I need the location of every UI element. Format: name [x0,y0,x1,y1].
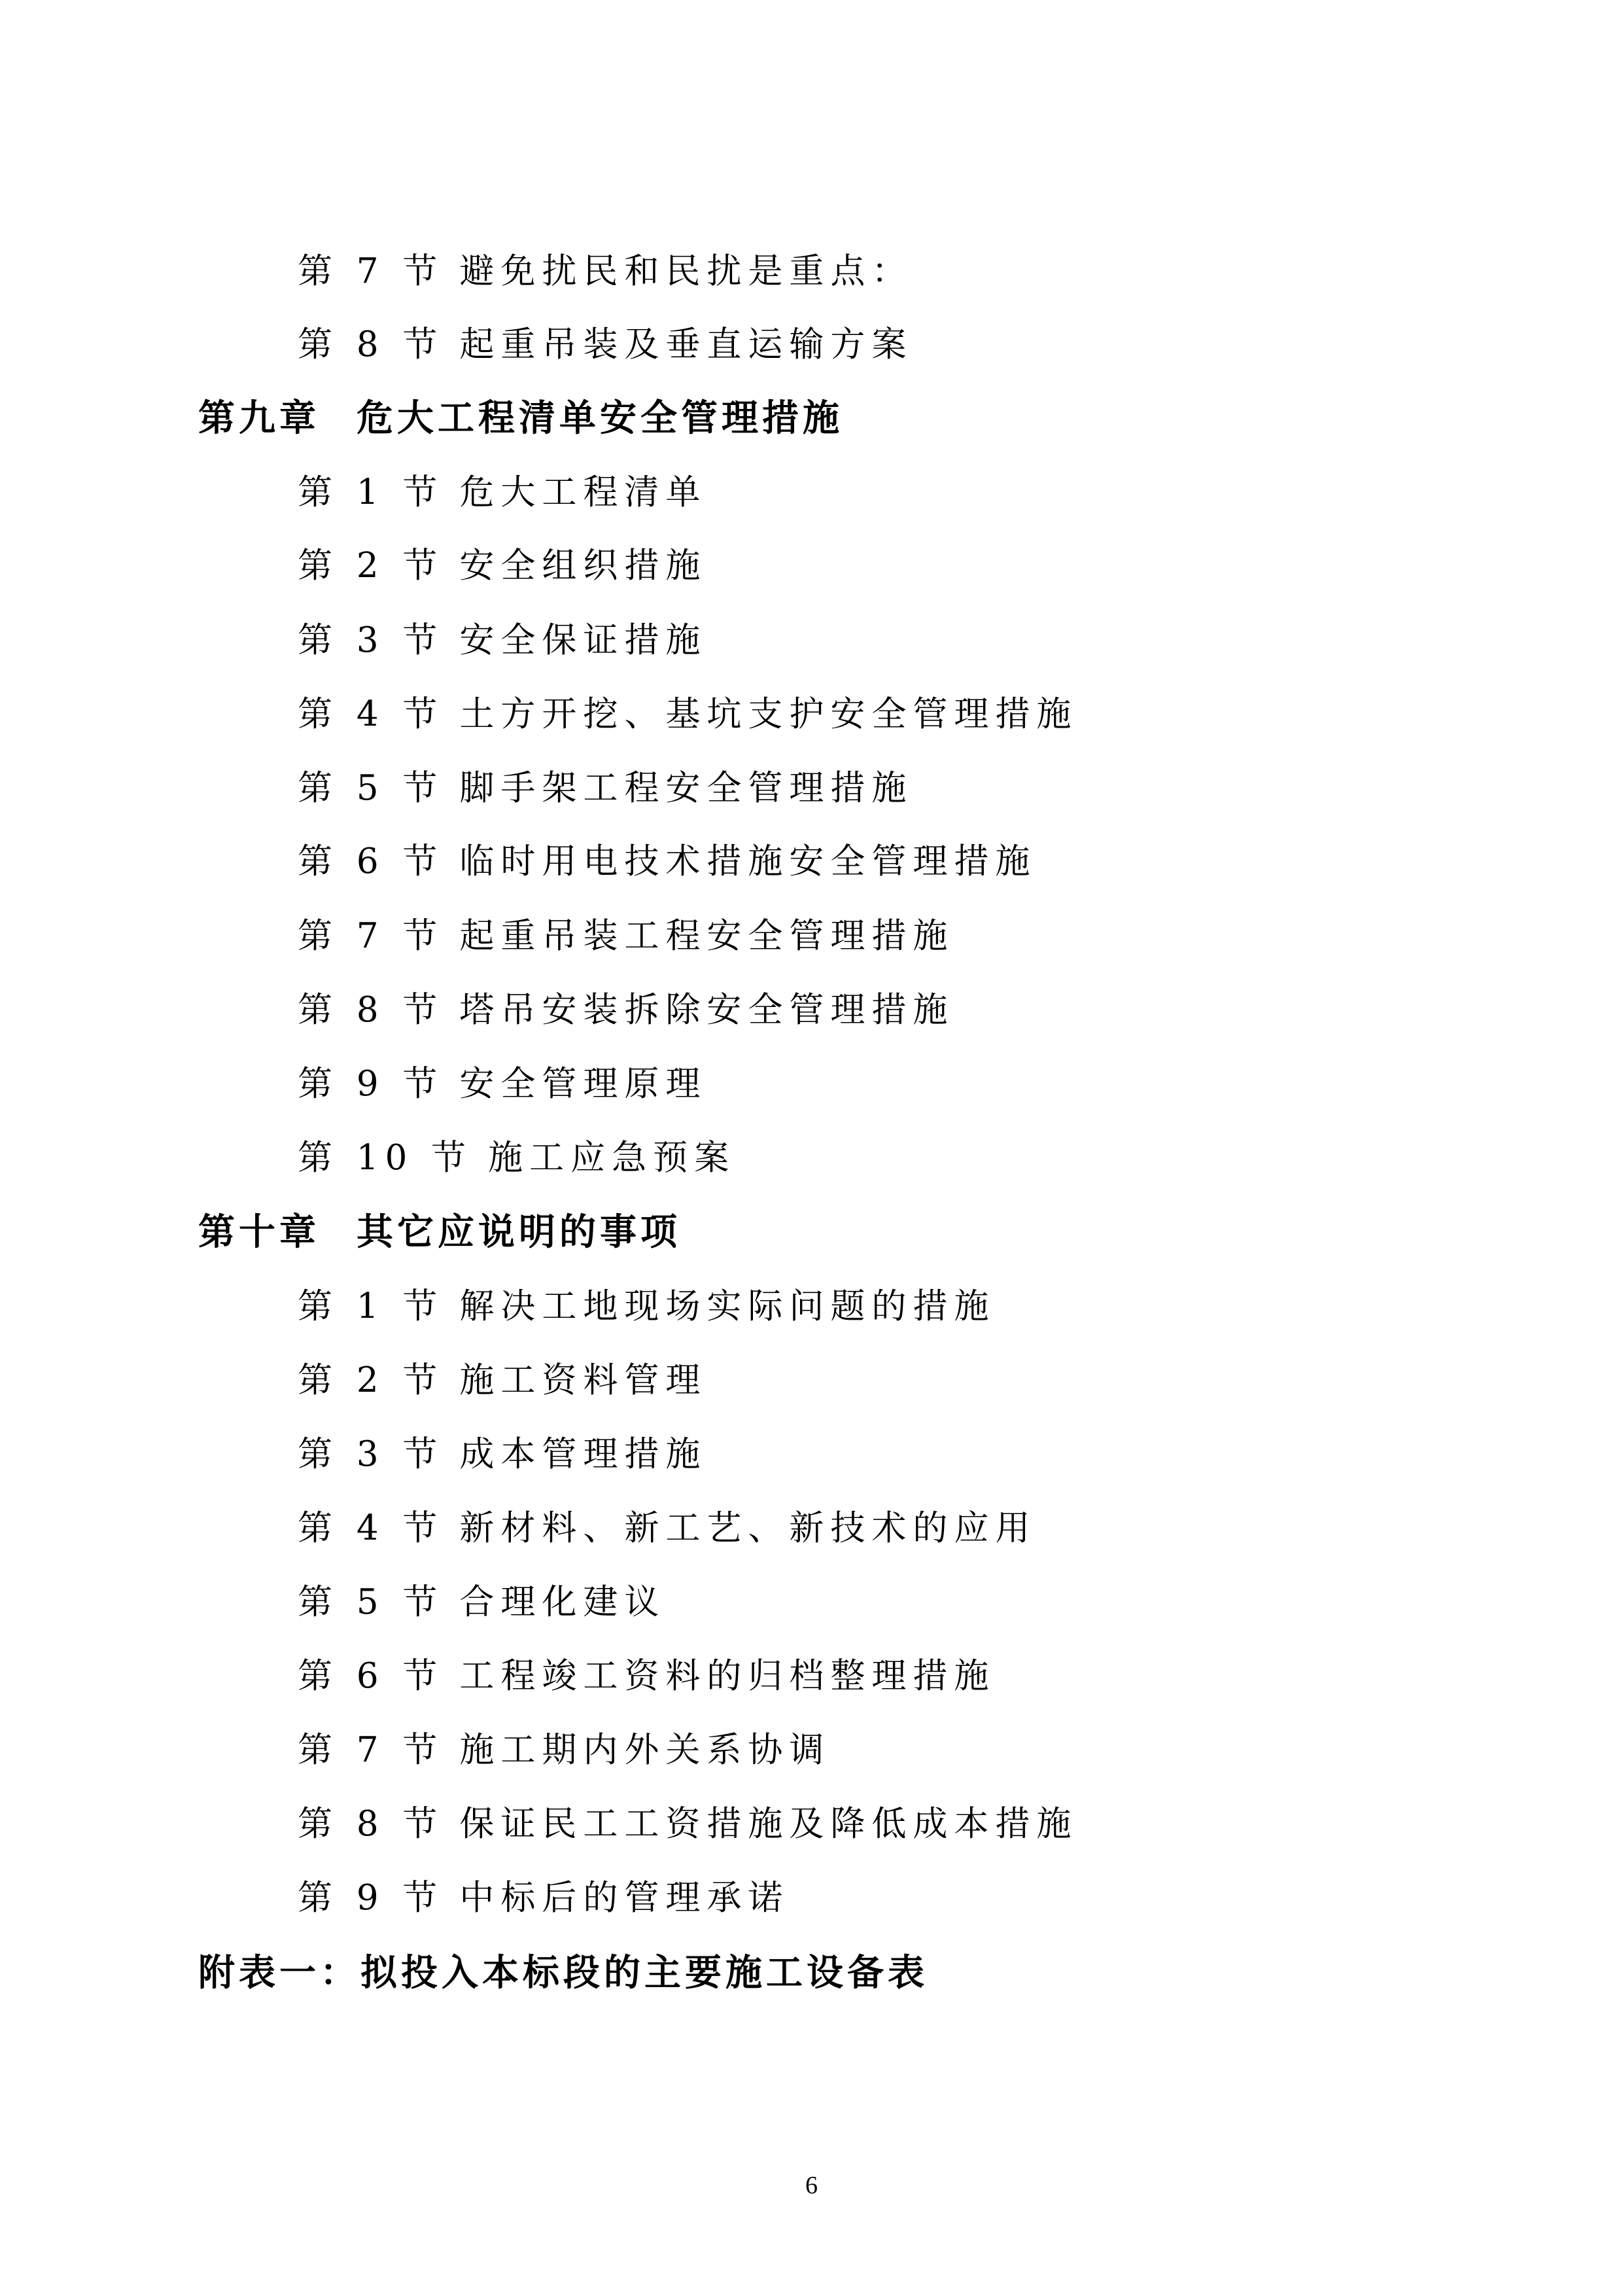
section-number: 第 7 节 [298,916,444,956]
section-number: 第 8 节 [298,1804,444,1844]
chapter-number: 第九章 [198,397,320,440]
toc-entry [298,1360,707,1400]
section-number: 第 4 节 [298,694,444,734]
section-title: 施工应急预案 [488,1138,736,1178]
toc-entry [298,1878,790,1918]
section-number: 第 7 节 [298,251,444,291]
toc-entry [298,1804,1078,1844]
section-number: 第 7 节 [298,1730,444,1770]
section-number: 第 9 节 [298,1878,444,1918]
section-number: 第 3 节 [298,620,444,660]
section-title: 中标后的管理承诺 [459,1878,790,1918]
chapter-title: 危大工程清单安全管理措施 [357,397,843,440]
section-number: 第 8 节 [298,990,444,1030]
toc-entry [298,251,913,291]
section-title: 起重吊装及垂直运输方案 [459,325,913,364]
section-title: 脚手架工程安全管理措施 [459,768,913,808]
section-title: 避免扰民和民扰是重点： [459,251,913,291]
section-title: 合理化建议 [459,1582,666,1622]
toc-chapter [198,1211,681,1254]
toc-entry [298,1434,707,1474]
section-number: 第 6 节 [298,1656,444,1696]
section-title: 起重吊装工程安全管理措施 [459,916,954,956]
toc-entry [298,1582,666,1622]
toc-entry [298,1730,831,1770]
toc-chapter [198,397,843,440]
section-title: 施工资料管理 [459,1360,707,1400]
section-number: 第 5 节 [298,1582,444,1622]
page-number: 6 [805,2172,818,2199]
toc-entry [298,1138,736,1178]
section-number: 第 2 节 [298,1360,444,1400]
toc-entry [298,327,913,362]
toc-entry [298,768,913,808]
section-title: 塔吊安装拆除安全管理措施 [459,990,954,1030]
section-title: 危大工程清单 [459,472,707,512]
section-title: 安全保证措施 [459,620,707,660]
section-number: 第 1 节 [298,1286,444,1326]
chapter-number: 第十章 [198,1211,320,1254]
section-title: 保证民工工资措施及降低成本措施 [459,1804,1078,1844]
section-title: 成本管理措施 [459,1434,707,1474]
section-number: 第 9 节 [298,1064,444,1104]
section-number: 第 8 节 [298,325,444,364]
toc-entry [298,546,707,586]
toc-entry [298,990,954,1030]
section-title: 施工期内外关系协调 [459,1730,831,1770]
toc-entry [298,1656,996,1696]
toc-entry [298,694,1078,734]
toc-entry [298,1508,1037,1548]
toc-entry [298,916,954,956]
toc-entry [298,1286,996,1326]
toc-entry [298,1064,707,1104]
toc-entry [298,841,1037,881]
section-number: 第 1 节 [298,472,444,512]
section-title: 土方开挖、基坑支护安全管理措施 [459,694,1078,734]
section-number: 第 6 节 [298,841,444,881]
section-number: 第 10 节 [298,1138,473,1178]
section-title: 工程竣工资料的归档整理措施 [459,1656,996,1696]
section-title: 安全组织措施 [459,546,707,586]
section-number: 第 4 节 [298,1508,444,1548]
section-number: 第 2 节 [298,546,444,586]
section-title: 临时用电技术措施安全管理措施 [459,841,1037,881]
chapter-title: 其它应说明的事项 [357,1211,681,1254]
section-title: 解决工地现场实际问题的措施 [459,1286,996,1326]
toc-appendix [198,1952,928,1994]
section-number: 第 5 节 [298,768,444,808]
toc-entry [298,620,707,660]
appendix-title: 附表一：拟投入本标段的主要施工设备表 [198,1952,928,1994]
section-title: 安全管理原理 [459,1064,707,1104]
toc-entry [298,472,707,512]
section-title: 新材料、新工艺、新技术的应用 [459,1508,1037,1548]
section-number: 第 3 节 [298,1434,444,1474]
